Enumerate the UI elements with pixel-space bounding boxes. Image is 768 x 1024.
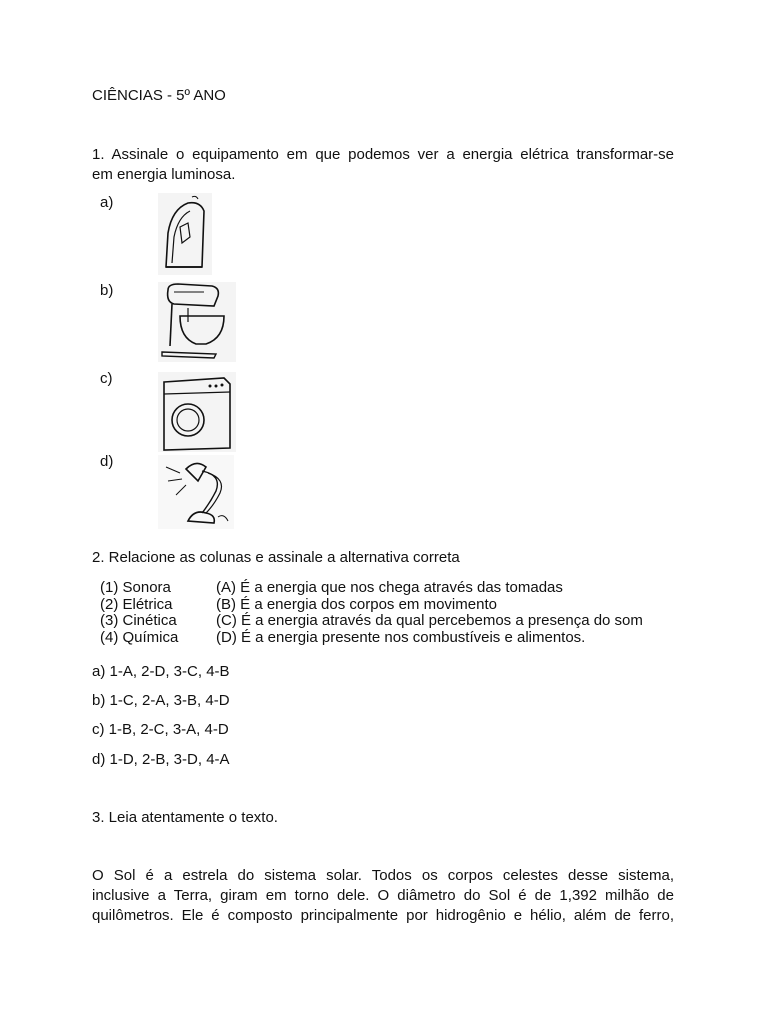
stand-mixer-icon <box>158 282 236 362</box>
question-1-text-line-1: 1. Assinale o equipamento em que podemos ver a energia elétrica transformar-se <box>92 146 674 163</box>
matching-row <box>100 579 563 596</box>
washing-machine-icon <box>158 372 236 452</box>
reading-text-line-2: inclusive a Terra, giram em torno dele. O diâmetro do Sol é de 1,392 milhão de <box>92 887 674 904</box>
reading-text-line-1: O Sol é a estrela do sistema solar. Todos os corpos celestes desse sistema, <box>92 867 674 884</box>
matching-row <box>100 596 497 613</box>
option-b-label: b) <box>100 282 114 299</box>
energy-type-label: (3) Cinética <box>100 612 177 629</box>
answer-option-b: b) 1-C, 2-A, 3-B, 4-D <box>92 692 230 709</box>
answer-option-c: c) 1-B, 2-C, 3-A, 4-D <box>92 721 229 738</box>
energy-description: (D) É a energia presente nos combustíveis e alimentos. <box>216 629 586 646</box>
answer-option-a: a) 1-A, 2-D, 3-C, 4-B <box>92 663 230 680</box>
desk-lamp-icon <box>158 455 234 529</box>
reading-text-line-3: quilômetros. Ele é composto principalmente por hidrogênio e hélio, além de ferro, <box>92 907 674 924</box>
clothes-iron-icon <box>158 193 212 275</box>
option-d-label: d) <box>100 453 114 470</box>
energy-type-label: (2) Elétrica <box>100 596 173 613</box>
energy-description: (C) É a energia através da qual percebemos a presença do som <box>216 612 643 629</box>
question-1-text-line-2: em energia luminosa. <box>92 166 236 183</box>
matching-row <box>100 612 643 629</box>
page-title: CIÊNCIAS - 5º ANO <box>92 87 226 104</box>
energy-description: (B) É a energia dos corpos em movimento <box>216 596 497 613</box>
answer-option-d: d) 1-D, 2-B, 3-D, 4-A <box>92 751 230 768</box>
question-3-prompt: 3. Leia atentamente o texto. <box>92 809 278 826</box>
question-2-prompt: 2. Relacione as colunas e assinale a alternativa correta <box>92 549 460 566</box>
option-a-label: a) <box>100 194 114 211</box>
energy-type-label: (1) Sonora <box>100 579 171 596</box>
energy-description: (A) É a energia que nos chega através das tomadas <box>216 579 563 596</box>
energy-type-label: (4) Química <box>100 629 179 646</box>
matching-row <box>100 629 586 646</box>
option-c-label: c) <box>100 370 113 387</box>
